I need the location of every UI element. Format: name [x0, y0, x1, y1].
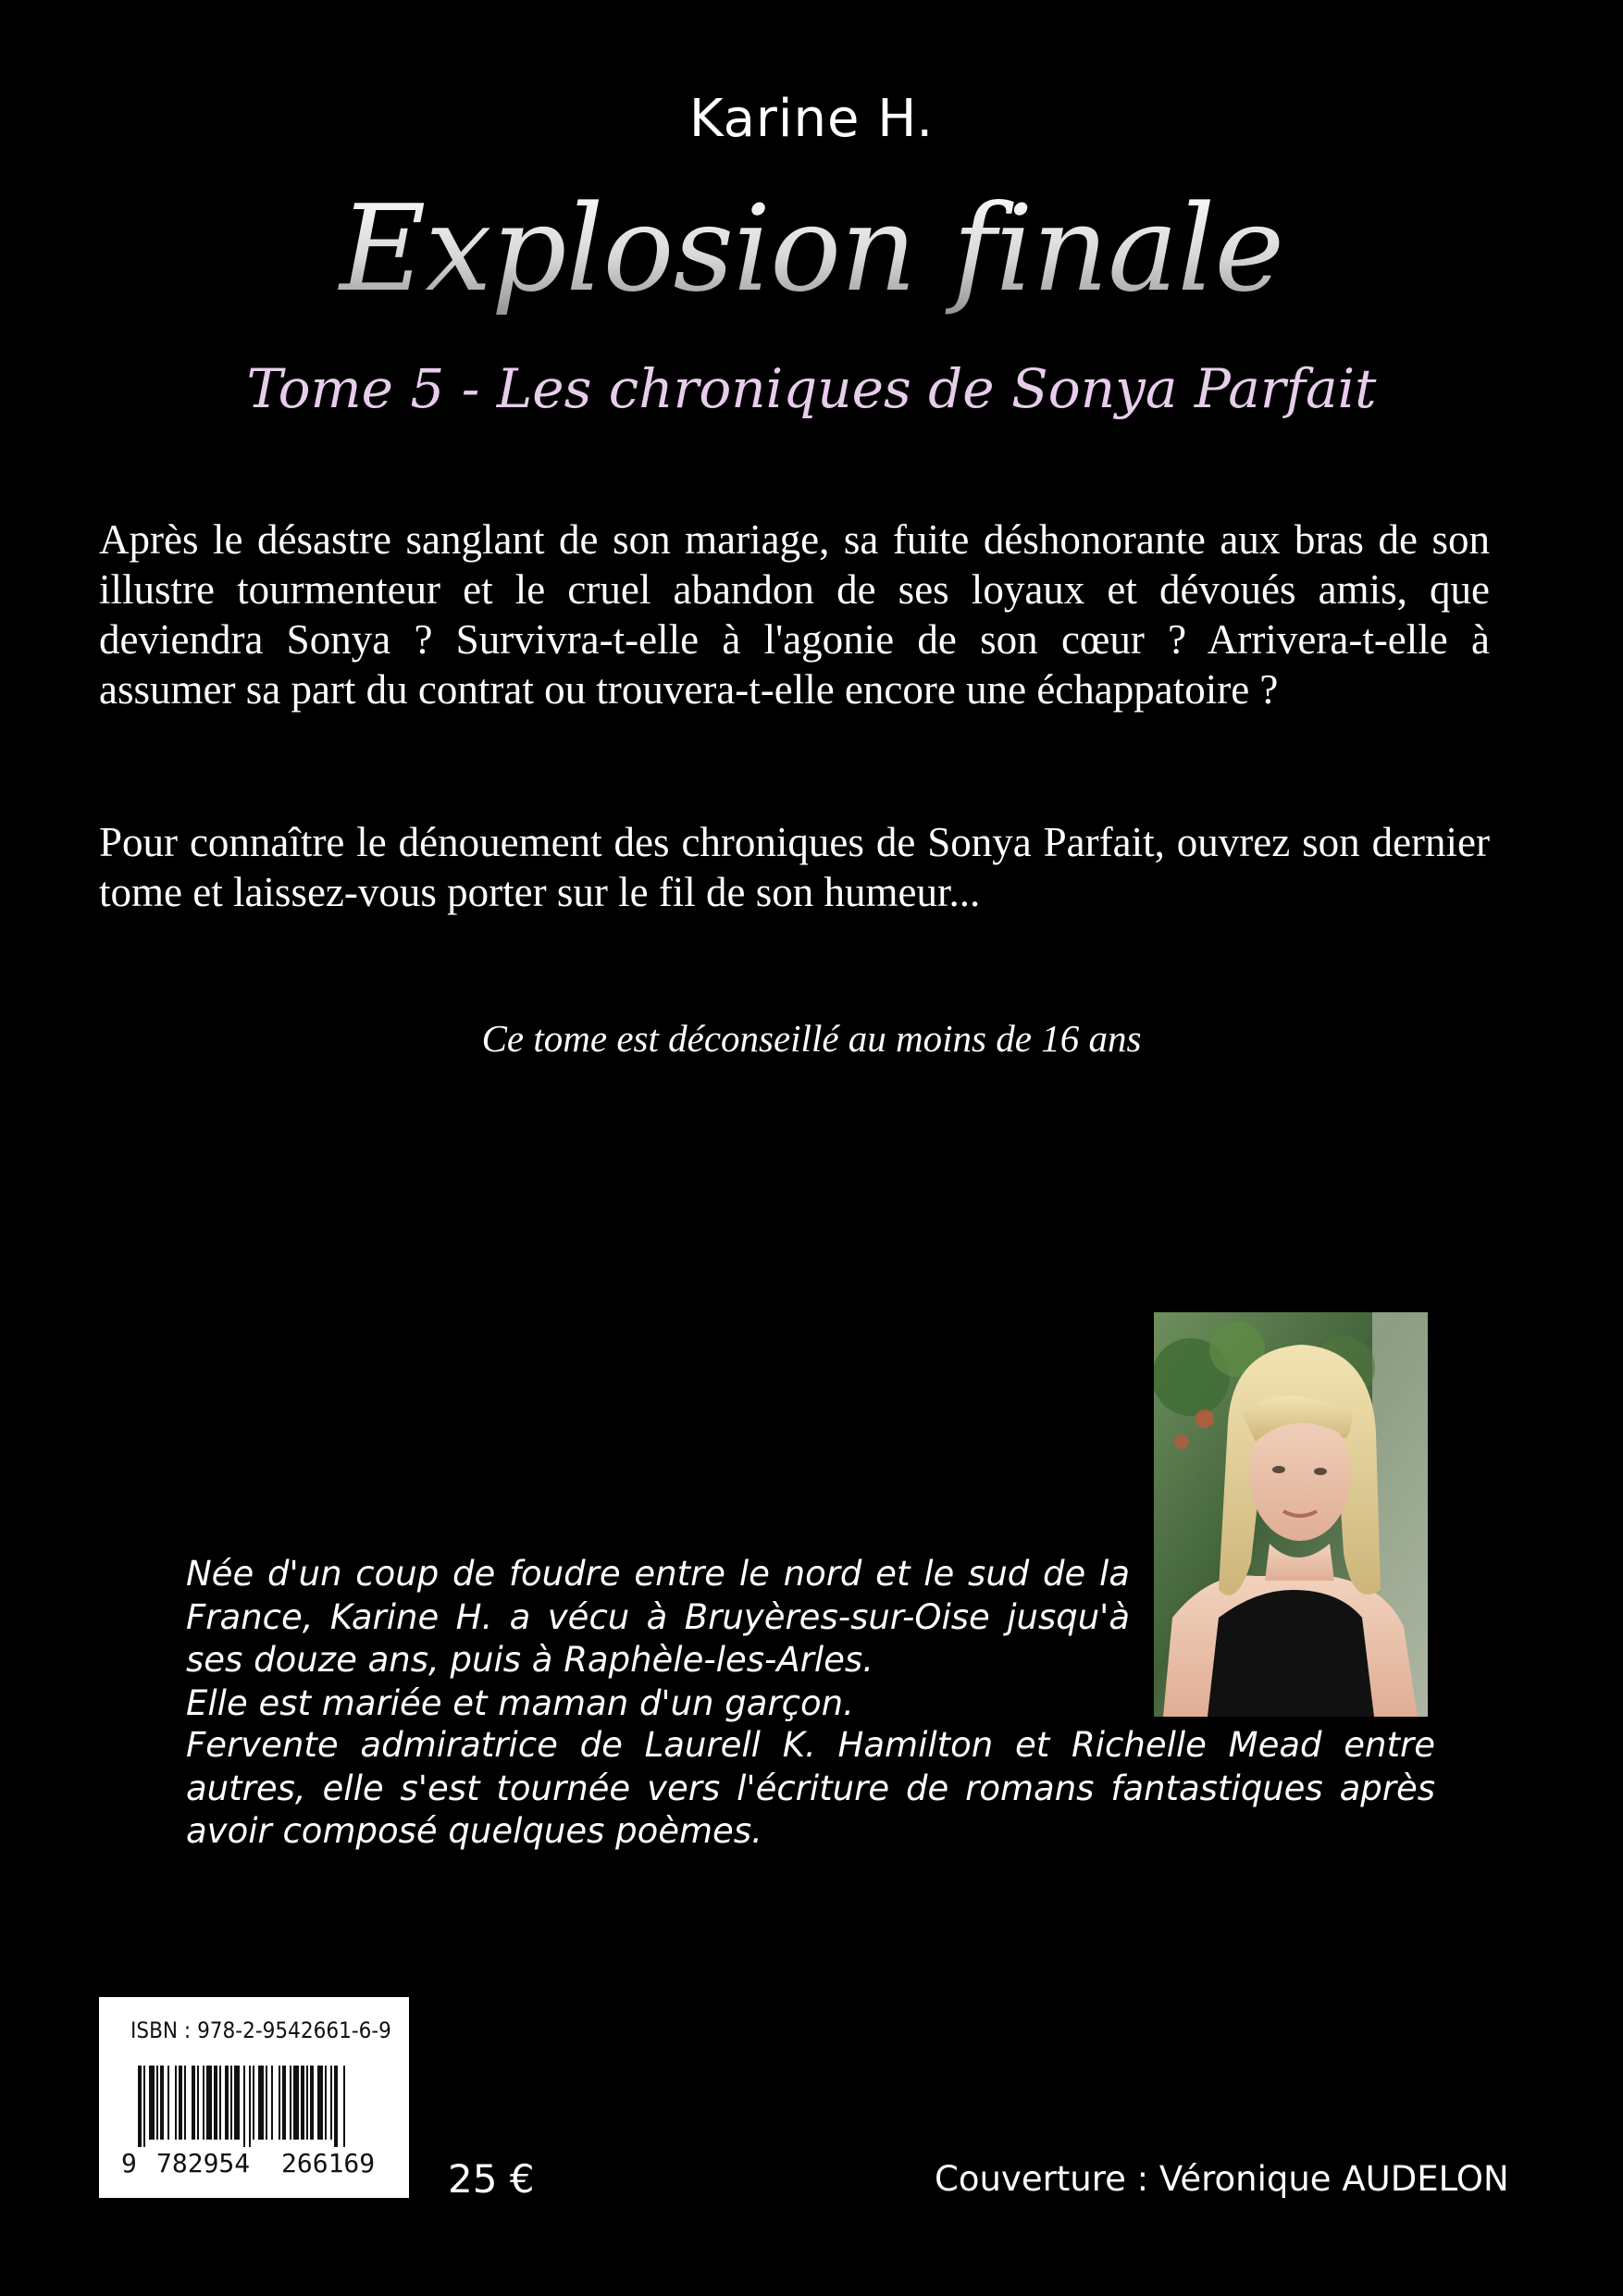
barcode-bar	[219, 2066, 221, 2140]
barcode-bar	[258, 2066, 264, 2140]
barcode-bar	[306, 2066, 308, 2140]
barcode-digits	[121, 2148, 399, 2178]
book-title: Explosion finale	[0, 180, 1623, 319]
author-name: Karine H.	[688, 89, 935, 149]
barcode-bar	[330, 2066, 332, 2140]
barcode-bar	[184, 2066, 186, 2140]
barcode-bar	[253, 2066, 254, 2140]
barcode-bar	[156, 2066, 158, 2140]
barcode-digit-lead: 9	[121, 2148, 137, 2178]
barcode-bar	[214, 2066, 217, 2140]
author-portrait-illustration	[1154, 1312, 1428, 1717]
barcode-bar	[243, 2066, 245, 2147]
barcode-bar	[317, 2066, 323, 2140]
barcode-bar	[234, 2066, 240, 2140]
barcode-bar	[206, 2066, 212, 2140]
blurb-paragraph-1: Après le désastre sanglant de son mariage, sa fuite déshonorante aux bras de son illustre tourmenteur et le cruel abandon de ses loyaux et dévoués amis, que deviendra Sonya ? Survivra-t-elle à l'agonie de son cœur ? Arrivera-t-elle à assumer sa part du contrat ou trouvera-t-elle encore une échappatoire ?	[99, 516, 1490, 713]
cover-credit: Couverture : Véronique AUDELON	[935, 2159, 1509, 2199]
barcode-bar	[192, 2066, 195, 2140]
barcode-bar	[334, 2066, 338, 2147]
barcode-bar	[160, 2066, 164, 2140]
barcode-bar	[249, 2066, 251, 2147]
barcode-bar	[230, 2066, 232, 2140]
barcode-bar	[138, 2066, 142, 2147]
blurb-paragraph-2: Pour connaître le dénouement des chroniques de Sonya Parfait, ouvrez son dernier tome et laissez-vous porter sur le fil de son humeur...	[99, 819, 1490, 915]
author-bio-line: Elle est mariée et maman d'un garçon.	[186, 1682, 854, 1723]
barcode-bar	[325, 2066, 327, 2140]
barcode-bar	[225, 2066, 229, 2140]
author-photo	[1154, 1312, 1428, 1717]
barcode-bar	[266, 2066, 267, 2140]
barcode-bars	[138, 2066, 388, 2147]
author-bio-line: Fervente admiratrice de Laurell K. Hamilton et Richelle Mead entre autres, elle s'est tournée vers l'écriture de romans fantastiques après avoir composé quelques poèmes.	[186, 1725, 1435, 1851]
barcode-bar	[149, 2066, 155, 2140]
barcode-bar	[203, 2066, 204, 2140]
barcode-bar	[310, 2066, 314, 2140]
barcode-digit-group-2: 266169	[281, 2148, 376, 2178]
price-label: 25 €	[448, 2156, 535, 2202]
barcode-bar	[179, 2066, 182, 2140]
author-bio-line: Née d'un coup de foudre entre le nord et le sud de la France, Karine H. a vécu à Bruyères-sur-Oise jusqu'à ses douze ans, puis à Raphèle-les-Arles.	[186, 1554, 1130, 1680]
book-subtitle: Tome 5 - Les chroniques de Sonya Parfait	[246, 357, 1377, 420]
barcode-bar	[290, 2066, 291, 2140]
isbn-label: ISBN : 978-2-9542661-6-9	[130, 2017, 391, 2043]
author-bio-part-2	[186, 1724, 1435, 1854]
barcode-bar	[271, 2066, 273, 2140]
barcode-panel	[99, 1997, 409, 2198]
age-warning: Ce tome est déconseillé au moins de 16 ans	[481, 1017, 1142, 1060]
barcode-bar	[282, 2066, 286, 2140]
barcode-bar	[343, 2066, 345, 2147]
barcode-bar	[197, 2066, 199, 2140]
barcode-bar	[293, 2066, 299, 2140]
barcode-bar	[279, 2066, 280, 2140]
barcode-bar	[301, 2066, 304, 2140]
barcode-bar	[175, 2066, 177, 2140]
barcode-bar	[143, 2066, 145, 2147]
barcode-bar	[167, 2066, 169, 2140]
barcode-digit-group-1: 782954	[156, 2148, 251, 2178]
author-bio-part-1	[186, 1553, 1130, 1725]
